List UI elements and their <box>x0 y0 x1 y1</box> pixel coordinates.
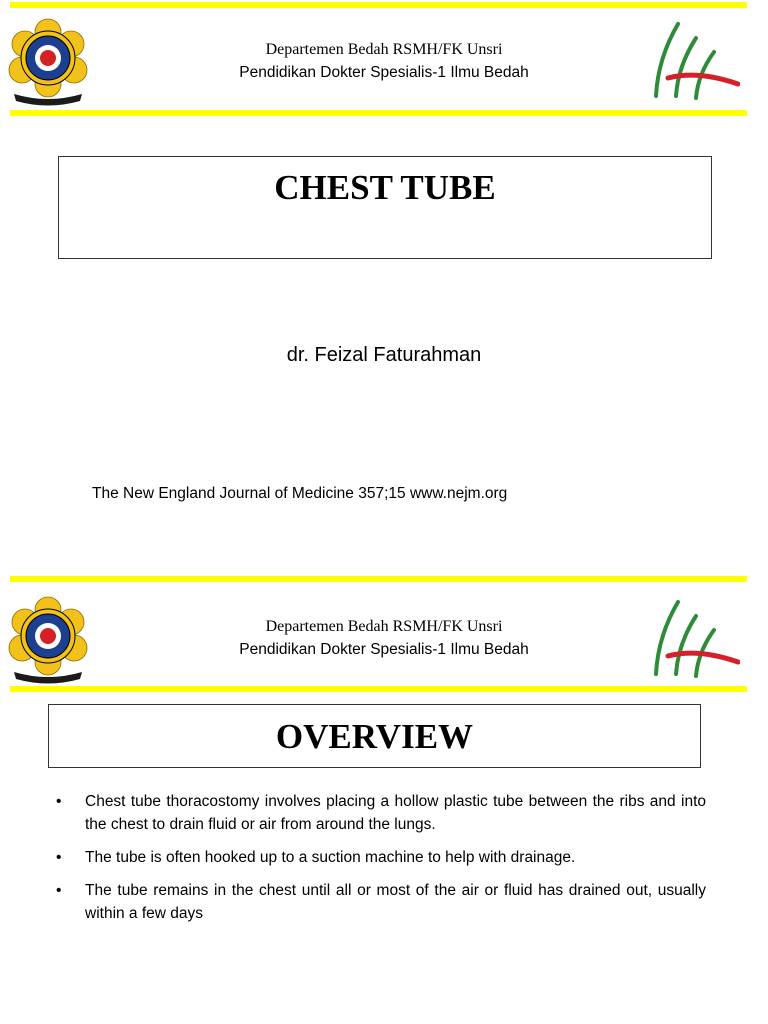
author-name: dr. Feizal Faturahman <box>286 344 482 366</box>
header-divider-bar <box>10 110 747 116</box>
department-line: Departemen Bedah RSMH/FK Unsri <box>265 618 503 635</box>
bullet-icon: • <box>56 849 62 866</box>
journal-reference: The New England Journal of Medicine 357;15 www.nejm.org <box>92 485 508 502</box>
overview-bullet-list <box>56 790 706 935</box>
bullet-text: Chest tube thoracostomy involves placing a hollow plastic tube between the ribs and into the chest to drain fluid or air from around the lungs. <box>85 793 706 833</box>
top-accent-bar <box>10 576 747 582</box>
list-item <box>56 790 706 836</box>
slide-1-title-box <box>58 156 712 259</box>
bullet-icon: • <box>56 882 62 899</box>
list-item <box>56 846 706 869</box>
program-line: Pendidikan Dokter Spesialis-1 Ilmu Bedah <box>239 64 529 81</box>
surgery-department-logo-icon <box>648 596 740 678</box>
slide-2-title: OVERVIEW <box>275 717 474 756</box>
surgery-department-logo-icon <box>648 18 740 100</box>
department-line: Departemen Bedah RSMH/FK Unsri <box>265 41 503 58</box>
top-accent-bar <box>10 2 747 8</box>
slide-1-title: CHEST TUBE <box>274 168 496 207</box>
program-line: Pendidikan Dokter Spesialis-1 Ilmu Bedah <box>239 641 529 658</box>
bullet-text: The tube remains in the chest until all or most of the air or fluid has drained out, usually within a few days <box>85 882 706 922</box>
slide-2 <box>0 574 768 1024</box>
bullet-icon: • <box>56 793 62 810</box>
header-divider-bar <box>10 686 747 692</box>
slide-2-title-box <box>48 704 701 768</box>
bullet-text: The tube is often hooked up to a suction machine to help with drainage. <box>85 849 576 866</box>
list-item <box>56 879 706 925</box>
